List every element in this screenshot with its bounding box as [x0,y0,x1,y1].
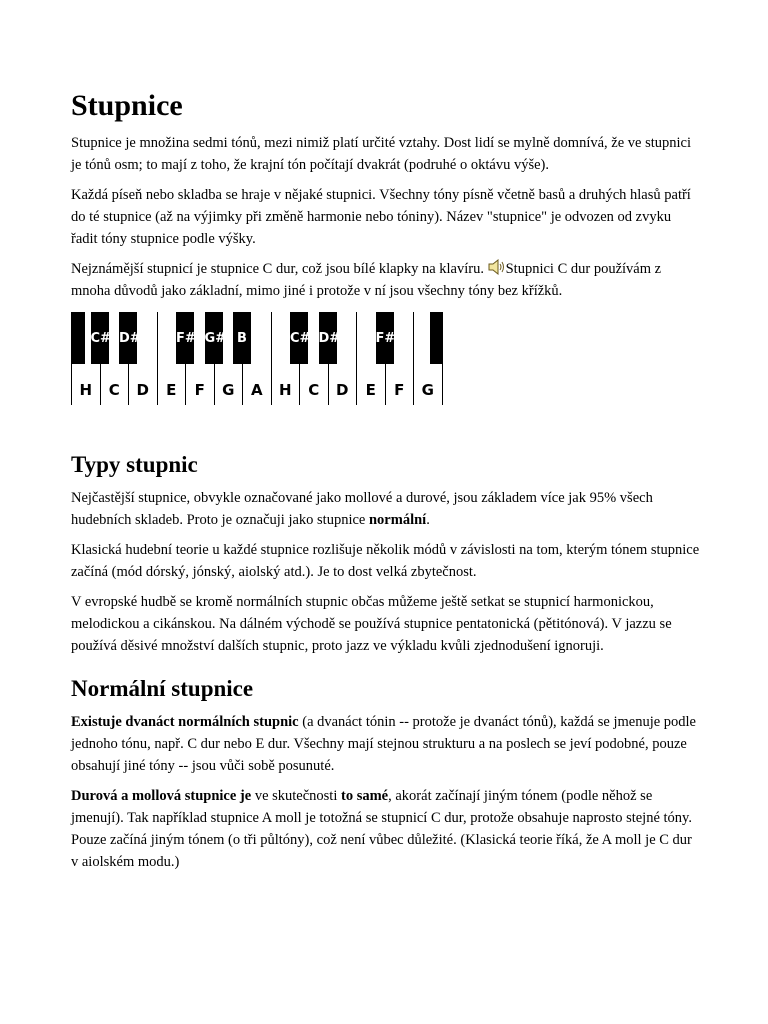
paragraph-major-minor [71,785,701,873]
page-title: Stupnice [71,89,183,122]
common-scales-text: Nejčastější stupnice, obvykle označované jako mollové a durové, jsou základem více jak 95% všech hudebních skladeb. Proto je označuji jako stupnice [71,490,653,528]
piano-black-key[interactable] [290,312,311,364]
white-key-label: G [421,381,434,399]
c-major-text-b: Stupnici C dur používám z mnoha důvodů jako základní, mimo jiné i protože v ní jsou všechny tóny bez křížků. [71,261,662,299]
piano-black-key[interactable] [91,312,109,364]
piano-black-key[interactable] [233,312,251,364]
black-key-label: D# [119,331,141,346]
black-key-label: B [237,331,247,346]
major-minor-mid: ve skutečnosti [251,788,341,804]
same-bold: to samé [341,788,389,804]
major-minor-text: , akorát začínají jiným tónem (podle něhož se jmenují). Tak například stupnice A moll je totožná se stupnicí C dur, protože obsahuje naprosto stejné tóny. Pouze začíná jiným tónem (o tři půltóny), což není vůbec důležité. (Klasická teorie říká, že A moll je C dur v aiolském modu.) [71,788,692,870]
white-key-label: D [336,381,349,399]
piano-keyboard [71,312,443,407]
black-key-label: F# [375,331,396,346]
white-key-label: G [222,381,235,399]
white-key-label: C [308,381,320,399]
piano-black-key[interactable] [318,312,341,364]
keyboard-right-edge [442,312,443,405]
white-key-label: A [250,381,263,399]
twelve-scales-bold: Existuje dvanáct normálních stupnic [71,714,299,730]
white-key-label: D [136,381,149,399]
white-key-label: E [365,381,376,399]
white-key-label: C [108,381,120,399]
piano-black-key[interactable] [119,312,141,364]
white-key-label: H [79,381,93,399]
paragraph-intro: Stupnice je množina sedmi tónů, mezi nimiž platí určité vztahy. Dost lidí se mylně domnívá, že ve stupnici je tónů osm; to mají z toho, že krajní tón počítají dvakrát (podruhé o oktávu výše). [71,135,692,173]
paragraph-twelve-scales [71,711,701,777]
twelve-scales-text: (a dvanáct tónin -- protože je dvanáct tónů), každá se jmenuje podle jednoho tónu, např. C dur nebo E dur. Všechny mají stejnou strukturu a na poslech se jeví podobné, pouze obsahují jiné tóny -- jsou vůči sobě posunuté. [71,714,696,774]
common-scales-end: . [426,512,430,528]
section-title-normal-scales: Normální stupnice [71,676,254,701]
white-key-label: E [166,381,177,399]
black-key-label: F# [176,331,196,346]
paragraph-modes: Klasická hudební teorie u každé stupnice rozlišuje několik módů v závislosti na tom, kterým tónem stupnice začíná (mód dórský, jónský, aiolský atd.). Je to dost velká zbytečnost. [71,542,700,580]
paragraph-common-scales [71,487,701,531]
piano-black-key[interactable] [204,312,227,364]
piano-black-key[interactable] [176,312,194,364]
black-key-label: D# [318,331,341,346]
piano-black-key[interactable] [71,312,85,364]
section-title-scale-types: Typy stupnic [71,452,198,477]
black-key-label: C# [90,331,111,346]
c-major-text-a: Nejznámější stupnicí je stupnice C dur, což jsou bílé klapky na klavíru. [71,261,488,277]
piano-black-key[interactable] [376,312,394,364]
article [71,86,701,881]
major-minor-bold: Durová a mollová stupnice je [71,788,252,804]
paragraph-other-scales: V evropské hudbě se kromě normálních stupnic občas můžeme ještě setkat se stupnicí harmonickou, melodickou a cikánskou. Na dálném východě se používá stupnice pentatonická (pětitónová). V jazzu se používá děsivé množství dalších stupnic, proto jazz ve výkladu kvůli zjednodušení ignoruji. [71,594,672,654]
white-key-label: F [194,381,205,399]
white-key-label: F [394,381,405,399]
paragraph-scale-usage: Každá píseň nebo skladba se hraje v nějaké stupnici. Všechny tóny písně včetně basů a druhých hlasů patří do té stupnice (až na výjimky při změně harmonie nebo tóniny). Název "stupnice" je odvozen od zvyku řadit tóny stupnice podle výšky. [71,187,691,247]
black-key-label: C# [290,331,311,346]
white-key-label: H [278,381,292,399]
speaker-icon[interactable] [488,259,506,275]
piano-black-key[interactable] [430,312,442,364]
normal-bold-text: normální [368,512,427,528]
paragraph-c-major [71,258,701,302]
black-key-label: G# [204,331,227,346]
